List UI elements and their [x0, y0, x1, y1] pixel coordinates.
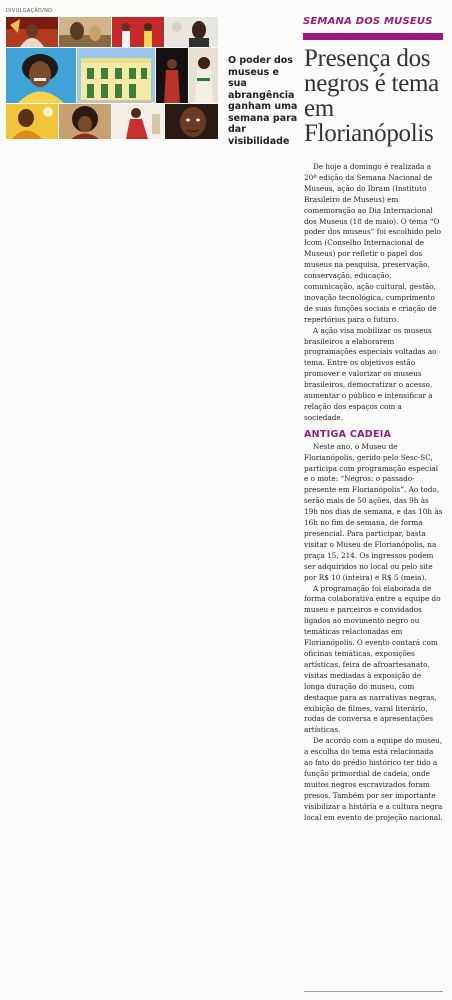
section-divider	[303, 33, 443, 40]
photo-caption: O poder dos museus e sua abrangência ganham uma semana para dar visibilidade	[228, 55, 298, 147]
paragraph-collaboration: A programação foi elaborada de forma colaborativa entre a equipe do museu e parceiros e convidados ligados ao movimento negro ou temáticas relacionadas em Florianópolis. O evento contará com oficinas temáticas, exposições artísticas, feira de afroartesanato, visitas mediadas à exposição de longa duração do museu, com destaque para as narrativas negras, exibição de filmes, varal literário, rodas de conversa e apresentações artísticas.	[304, 583, 441, 735]
collage-photo-portrait-man	[165, 17, 218, 47]
paragraph-historic-jail: De acordo com a equipe do museu, a escolha do tema está relacionada ao fato do prédio histórico ter tido a função primordial de cadeia, onde muitos negros escravizados foram presos. Também por ser importante visibilizar a história e a cultura negra local em evento de projeção nacional.	[304, 736, 443, 822]
collage-photo-stage-actor	[156, 48, 188, 103]
collage-photo-woman-smiling	[6, 48, 76, 103]
paragraph-museum-program: Neste ano, o Museu de Florianópolis, gerido pelo Sesc-SC, participa com programação especial e o mote: “Negros: o passado-presente em Florianópolis”. Ao todo, serão mais de 50 ações, das 9h às 19h nos dias de semana, e das 10h às 16h no fim de semana, de forma presencial. Para participar, basta visitar o Museu de Florianópolis, na praça 15, 214. Os ingressos podem ser adquiridos no local ou pelo site por R$ 10 (inteira) e R$ 5 (meia).	[304, 441, 443, 582]
collage-photo-performer-2	[189, 48, 218, 103]
article-body	[304, 162, 443, 823]
collage-photo-instruments	[59, 17, 111, 47]
collage-photo-yellow-figure	[6, 104, 58, 139]
bottom-divider	[304, 991, 443, 992]
paragraph-objectives: A ação visa mobilizar os museus brasileiros a elaborarem programações especiais voltadas ao tema. Entre os objetivos estão promover e valorizar os museus brasileiros, democratizar o acesso, aumentar o público e intensificar a relação dos espaços com a sociedade.	[304, 325, 437, 422]
headline: Presença dos negros é tema em Florianópolis	[304, 45, 439, 147]
section-label: SEMANA DOS MUSEUS	[303, 16, 433, 27]
subhead-antiga-cadeia: ANTIGA CADEIA	[304, 428, 392, 440]
collage-photo-museum-building	[77, 48, 155, 103]
collage-photo-child-portrait	[165, 104, 218, 139]
photo-collage	[6, 17, 218, 139]
collage-photo-red-dress	[112, 104, 164, 139]
photo-credit: DIVULGAÇÃO/ND	[6, 8, 53, 14]
collage-photo-afro-hair	[59, 104, 111, 139]
paragraph-intro: De hoje a domingo é realizada a 20ª edição da Semana Nacional de Museus, ação do Ibram (Instituto Brasileiro de Museus) em comemoração ao Dia Internacional dos Museus (18 de maio). O tema “O poder dos museus” foi escolhido pelo Icom (Conselho Internacional de Museus) por refletir o papel dos museus na pesquisa, preservação, conservação, educação, comunicação, ação cultural, gestão, inovação tecnológica, cumprimento de suas funções sociais e criação de repertórios para o futuro.	[304, 162, 442, 324]
collage-photo-performer	[6, 17, 58, 47]
collage-photo-dancers	[112, 17, 164, 47]
